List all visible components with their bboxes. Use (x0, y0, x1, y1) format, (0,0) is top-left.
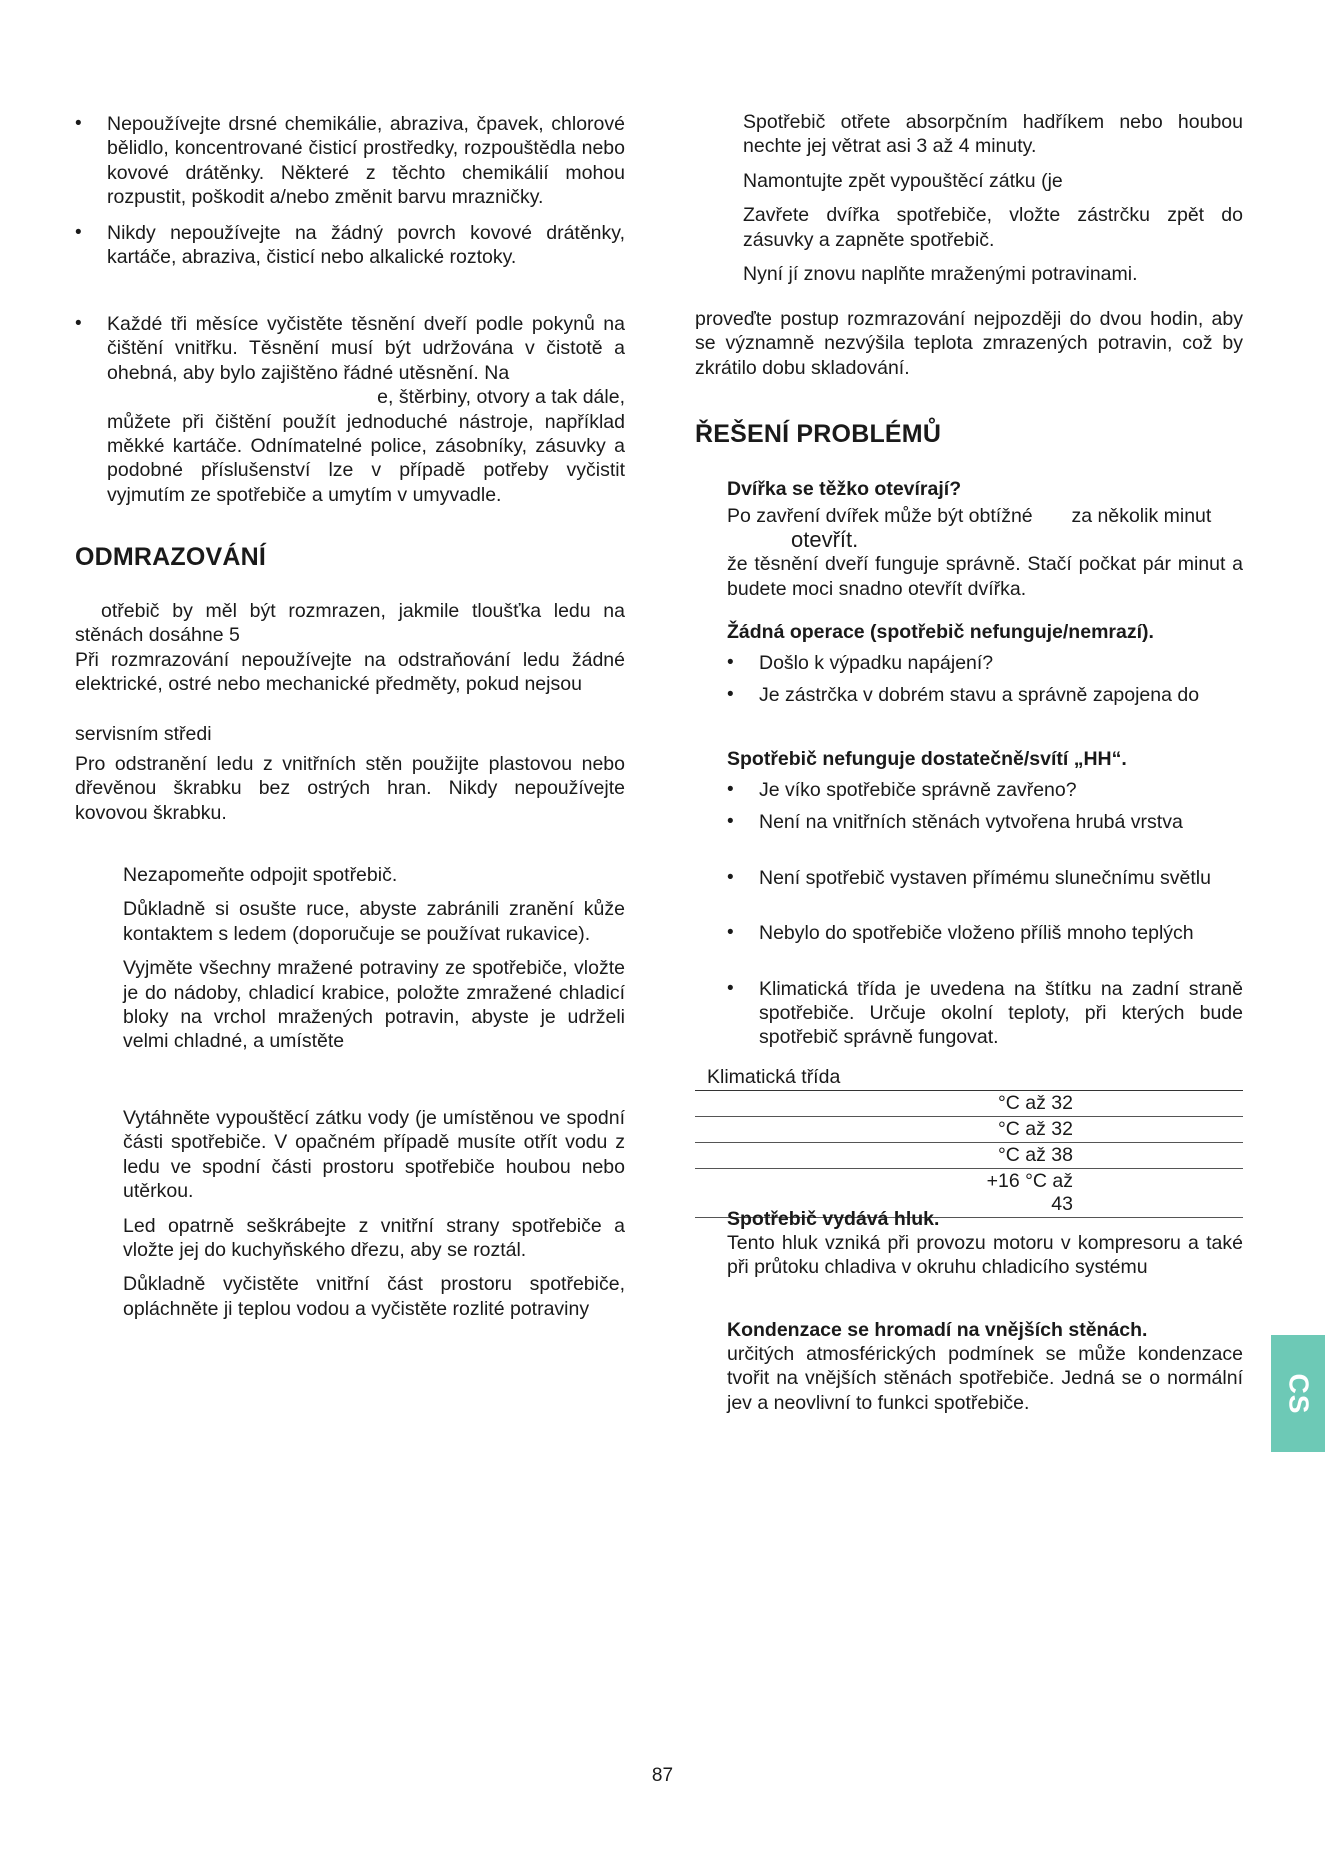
question-word-open: otevřít. (791, 527, 859, 553)
defrost-steps-1 (123, 863, 625, 1054)
defrost-paragraph-2: Při rozmrazování nepoužívejte na odstraňování ledu žádné elektrické, ostré nebo mechanické předměty, pokud nejsou (75, 649, 625, 696)
list-item: • Je zástrčka v dobrém stavu a správně zapojena do (727, 683, 1243, 707)
language-tab-label: CS (1283, 1373, 1314, 1414)
list-item: • Není na vnitřních stěnách vytvořena hrubá vrstva (727, 810, 1243, 834)
step-item: Důkladně vyčistěte vnitřní část prostoru spotřebiče, opláchněte ji teplou vodou a vyčistěte rozlité potraviny (123, 1273, 625, 1320)
table-header-cell: Klimatická třída (695, 1065, 981, 1091)
table-row (695, 1117, 1243, 1143)
question-answer: Tento hluk vzniká při provozu motoru v kompresoru a také při průtoku chladiva v okruhu chladicího systému (727, 1232, 1243, 1279)
q-condensation (727, 1318, 1243, 1415)
question-text-a: Po zavření dvířek může být obtížné (727, 505, 1033, 527)
q-door-hard-to-open (727, 477, 1243, 601)
care-warnings-list (75, 112, 625, 269)
question-checklist (727, 778, 1243, 1050)
door-seal-item (75, 312, 625, 507)
defrost-paragraph-4: Pro odstranění ledu z vnitřních stěn použijte plastovou nebo dřevěnou škrabku bez ostrých hran. Nikdy nepoužívejte kovovou škrabku. (75, 753, 625, 824)
table-cell: °C až 32 (981, 1091, 1243, 1117)
page-number: 87 (651, 1765, 674, 1786)
door-seal-text-1: Každé tři měsíce vyčistěte těsnění dveří podle pokynů na čištění vnitřku. Těsnění musí být udržována v čistotě a ohebná, aby bylo zajištěno řádné utěsnění. Na (107, 313, 625, 384)
question-text-b: za několik minut (1071, 505, 1212, 527)
table-cell: °C až 32 (981, 1117, 1243, 1143)
defrost-steps-2 (123, 1106, 625, 1321)
step-item: Vyjměte všechny mražené potraviny ze spotřebiče, vložte je do nádoby, chladicí krabice, položte zmražené chladicí bloky na vrchol mražených potravin, abyste je udrželi velmi chladné, a umístěte (123, 957, 625, 1053)
q-noise (727, 1207, 1243, 1280)
list-item: • Nepoužívejte drsné chemikálie, abraziva, čpavek, chlorové bělidlo, koncentrované čisticí prostředky, rozpouštědla nebo kovové drátěnky. Některé z těchto chemikálií mohou rozpustit, poškodit a/nebo změnit barvu mrazničky. (75, 112, 625, 210)
question-title: Dvířka se těžko otevírají? (727, 478, 962, 500)
question-title: Spotřebič nefunguje dostatečně/svítí „HH“. (727, 748, 1127, 770)
list-item: • Je víko spotřebiče správně zavřeno? (727, 778, 1243, 802)
door-seal-text-2: e, štěrbiny, otvory a tak dále, (377, 386, 625, 409)
step-item: Nyní jí znovu naplňte mraženými potravinami. (743, 263, 1138, 286)
defrost-steps-3 (743, 110, 1243, 286)
door-seal-text-3: můžete při čištění použít jednoduché nástroje, například měkké kartáče. Odnímatelné police, zásobníky, zásuvky a podobné příslušenství lze v případě potřeby vyčistit vyjmutím ze spotřebiče a umytím v umyvadle. (107, 410, 625, 506)
table-row (695, 1091, 1243, 1117)
table-cell: °C až 38 (981, 1143, 1243, 1169)
question-answer: určitých atmosférických podmínek se může kondenzace tvořit na vnějších stěnách spotřebiče. Jedná se o normální jev a neovlivní to funkci spotřebiče. (727, 1343, 1243, 1414)
list-item (75, 312, 625, 507)
list-item: • Klimatická třída je uvedena na štítku na zadní straně spotřebiče. Určuje okolní teploty, při kterých bude spotřebič správně fungovat. (727, 977, 1243, 1050)
step-item: Důkladně si osušte ruce, abyste zabránili zranění kůže kontaktem s ledem (doporučuje se používat rukavice). (123, 898, 625, 945)
step-item: Spotřebič otřete absorpčním hadříkem nebo houbou nechte jej větrat asi 3 až 4 minuty. (743, 111, 1243, 158)
list-item: • Nikdy nepoužívejte na žádný povrch kovové drátěnky, kartáče, abraziva, čisticí nebo alkalické roztoky. (75, 221, 625, 270)
question-answer: že těsnění dveří funguje správně. Stačí počkat pár minut a budete moci snadno otevřít dvířka. (727, 553, 1243, 600)
defrost-note: proveďte postup rozmrazování nejpozději do dvou hodin, aby se významně nezvýšila teplota zmrazených potravin, což by zkrátilo dobu skladování. (695, 308, 1243, 379)
climate-class-table (695, 1065, 1243, 1218)
step-item: Zavřete dvířka spotřebiče, vložte zástrčku zpět do zásuvky a zapněte spotřebič. (743, 204, 1243, 251)
q-insufficient-cooling (727, 747, 1243, 1050)
question-line (727, 504, 1243, 528)
table-row (695, 1143, 1243, 1169)
language-tab (1271, 1335, 1325, 1452)
table-cell: +16 °C až 43 (981, 1169, 1243, 1218)
list-item: • Došlo k výpadku napájení? (727, 651, 1243, 675)
question-title: Kondenzace se hromadí na vnějších stěnách. (727, 1319, 1148, 1341)
troubleshooting-heading: ŘEŠENÍ PROBLÉMŮ (695, 420, 942, 448)
question-title: Žádná operace (spotřebič nefunguje/nemrazí). (727, 621, 1154, 643)
question-checklist (727, 651, 1243, 708)
question-title: Spotřebič vydává hluk. (727, 1208, 940, 1230)
step-item: Namontujte zpět vypouštěcí zátku (je (743, 169, 1063, 192)
q-no-operation (727, 620, 1243, 708)
step-item: Nezapomeňte odpojit spotřebič. (123, 864, 398, 886)
list-item: • Nebylo do spotřebiče vloženo příliš mnoho teplých (727, 921, 1243, 945)
table-header-row (695, 1065, 1243, 1091)
defrost-heading: ODMRAZOVÁNÍ (75, 543, 267, 571)
defrost-paragraph-3: servisním středi (75, 723, 212, 745)
list-item: • Není spotřebič vystaven přímému slunečnímu světlu (727, 866, 1243, 890)
step-item: Led opatrně seškrábejte z vnitřní strany spotřebiče a vložte jej do kuchyňského dřezu, aby se roztál. (123, 1214, 625, 1262)
defrost-paragraph-1: otřebič by měl být rozmrazen, jakmile tloušťka ledu na stěnách dosáhne 5 (75, 600, 625, 647)
step-item: Vytáhněte vypouštěcí zátku vody (je umístěnou ve spodní části spotřebiče. V opačném případě musíte otřít vodu z ledu ve spodní části prostoru spotřebiče houbou nebo utěrkou. (123, 1107, 625, 1203)
